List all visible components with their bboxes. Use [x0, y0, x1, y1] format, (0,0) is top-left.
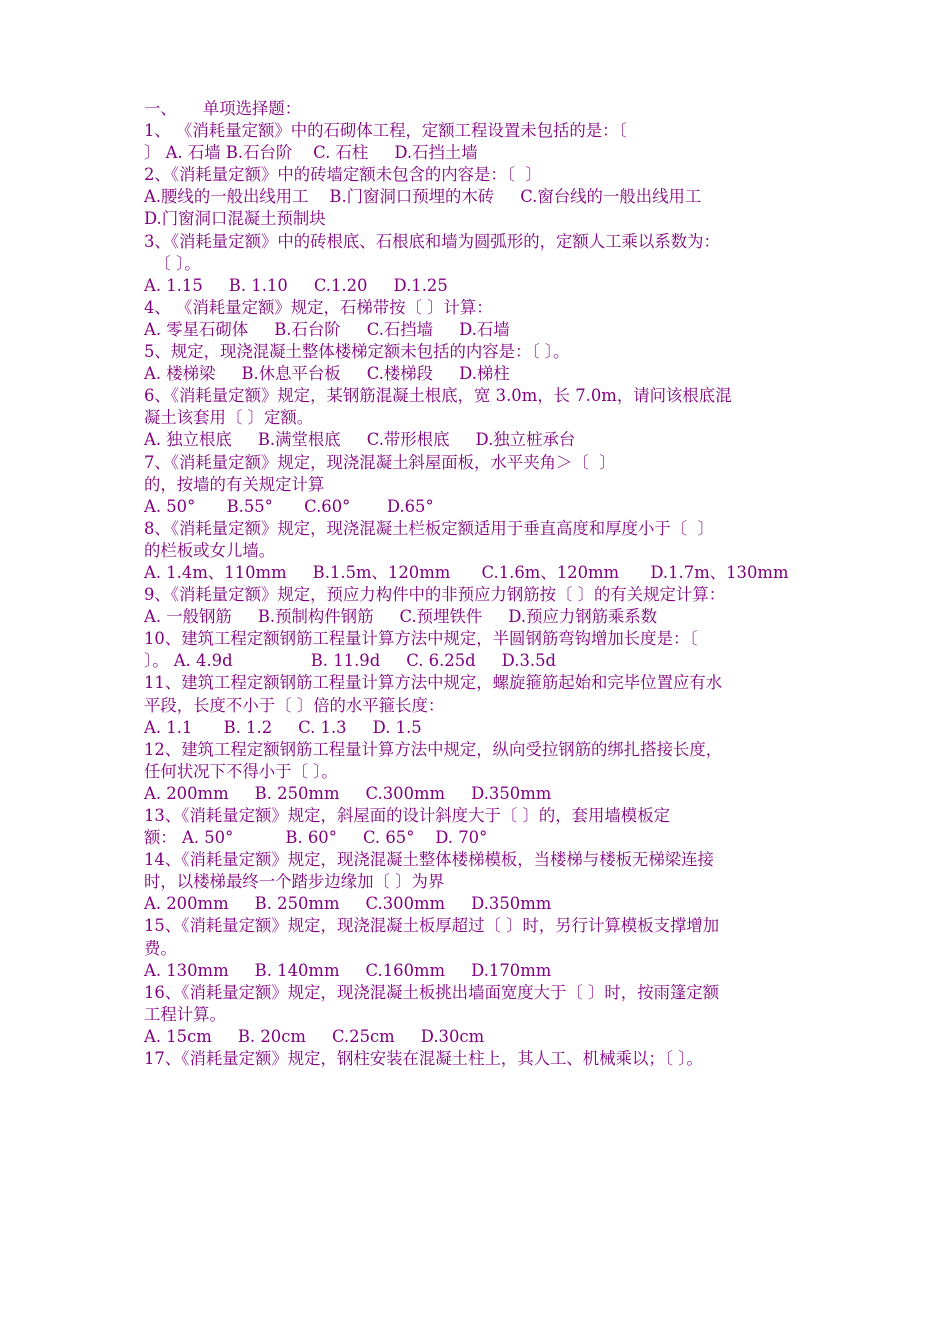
text-line: A. 1.4m、110mm B.1.5m、120mm C.1.6m、120mm D.1.7m、130mm [144, 562, 789, 582]
text-line: A. 50° B.55° C.60° D.65° [144, 496, 434, 516]
text-line: A. 15cm B. 20cm C.25cm D.30cm [144, 1026, 485, 1046]
text-line: A. 独立根底 B.满堂根底 C.带形根底 D.独立桩承台 [144, 430, 576, 450]
text-line: 16、《消耗量定额》规定，现浇混凝土板挑出墙面宽度大于〔 〕时，按雨篷定额 [144, 982, 720, 1002]
text-line: 15、《消耗量定额》规定，现浇混凝土板厚超过〔 〕时，另行计算模板支撑增加 [144, 916, 720, 936]
text-line: 12、建筑工程定额钢筋工程量计算方法中规定，纵向受拉钢筋的绑扎搭接长度， [144, 739, 723, 759]
text-line: A. 130mm B. 140mm C.160mm D.170mm [144, 960, 552, 980]
text-line: 〕。 A. 4.9d B. 11.9d C. 6.25d D.3.5d [144, 651, 557, 671]
text-line: D.门窗洞口混凝土预制块 [144, 209, 326, 229]
text-line: 3、《消耗量定额》中的砖根底、石根底和墙为圆弧形的，定额人工乘以系数为： [144, 231, 720, 251]
text-line: 的，按墙的有关规定计算 [144, 474, 325, 494]
text-line: A. 1.15 B. 1.10 C.1.20 D.1.25 [144, 275, 448, 295]
text-line: 平段，长度不小于〔 〕倍的水平箍长度： [144, 695, 445, 715]
text-line: 6、《消耗量定额》规定，某钢筋混凝土根底，宽 3.0m，长 7.0m，请问该根底混 [144, 386, 732, 406]
text-line: A.腰线的一般出线用工 B.门窗洞口预埋的木砖 C.窗台线的一般出线用工 [144, 187, 702, 207]
text-line: 任何状况下不得小于〔 〕。 [144, 761, 338, 781]
text-line: 14、《消耗量定额》规定，现浇混凝土整体楼梯模板，当楼梯与楼板无梯梁连接 [144, 850, 714, 870]
text-line: 费。 [144, 938, 177, 958]
text-line: 〔 〕。 [144, 253, 201, 273]
text-line: 13、《消耗量定额》规定，斜屋面的设计斜度大于〔 〕的，套用墙模板定 [144, 806, 670, 825]
text-line: 9、《消耗量定额》规定，预应力构件中的非预应力钢筋按〔 〕的有关规定计算： [144, 585, 726, 605]
question-text-block [144, 98, 814, 1070]
text-line: A. 一般钢筋 B.预制构件钢筋 C.预埋铁件 D.预应力钢筋乘系数 [144, 607, 658, 627]
text-line: 17、《消耗量定额》规定，钢柱安装在混凝土柱上，其人工、机械乘以；〔 〕。 [144, 1049, 703, 1069]
text-line: A. 200mm B. 250mm C.300mm D.350mm [144, 894, 552, 914]
text-line: 8、《消耗量定额》规定，现浇混凝土栏板定额适用于垂直高度和厚度小于〔 〕 [144, 518, 714, 538]
text-line: 的栏板或女儿墙。 [144, 540, 276, 560]
text-line: 7、《消耗量定额》规定，现浇混凝土斜屋面板，水平夹角＞〔 〕 [144, 452, 616, 472]
text-line: A. 楼梯梁 B.休息平台板 C.楼梯段 D.梯柱 [144, 364, 510, 384]
text-line: 一、 单项选择题： [144, 99, 302, 118]
text-line: 时，以楼梯最终一个踏步边缘加〔 〕为界 [144, 872, 445, 892]
text-line: 11、建筑工程定额钢筋工程量计算方法中规定，螺旋箍筋起始和完毕位置应有水 [144, 673, 723, 693]
text-line: 5、规定，现浇混凝土整体楼梯定额未包括的内容是：〔 〕。 [144, 342, 570, 362]
text-line: A. 1.1 B. 1.2 C. 1.3 D. 1.5 [144, 717, 422, 737]
text-line: 凝土该套用〔 〕定额。 [144, 408, 314, 428]
text-line: 工程计算。 [144, 1004, 226, 1024]
text-line: A. 零星石砌体 B.石台阶 C.石挡墙 D.石墙 [144, 319, 510, 339]
text-line: 2、《消耗量定额》中的砖墙定额未包含的内容是：〔 〕 [144, 165, 542, 185]
text-line: 1、 《消耗量定额》中的石砌体工程，定额工程设置未包括的是：〔 [144, 121, 627, 141]
text-line: 〕 A. 石墙 B.石台阶 C. 石柱 D.石挡土墙 [144, 143, 478, 163]
text-line: 额： A. 50° B. 60° C. 65° D. 70° [144, 828, 488, 848]
text-line: A. 200mm B. 250mm C.300mm D.350mm [144, 783, 552, 803]
text-line: 4、 《消耗量定额》规定，石梯带按〔 〕计算： [144, 297, 493, 317]
text-line: 10、建筑工程定额钢筋工程量计算方法中规定，半圆钢筋弯钩增加长度是：〔 [144, 629, 698, 649]
